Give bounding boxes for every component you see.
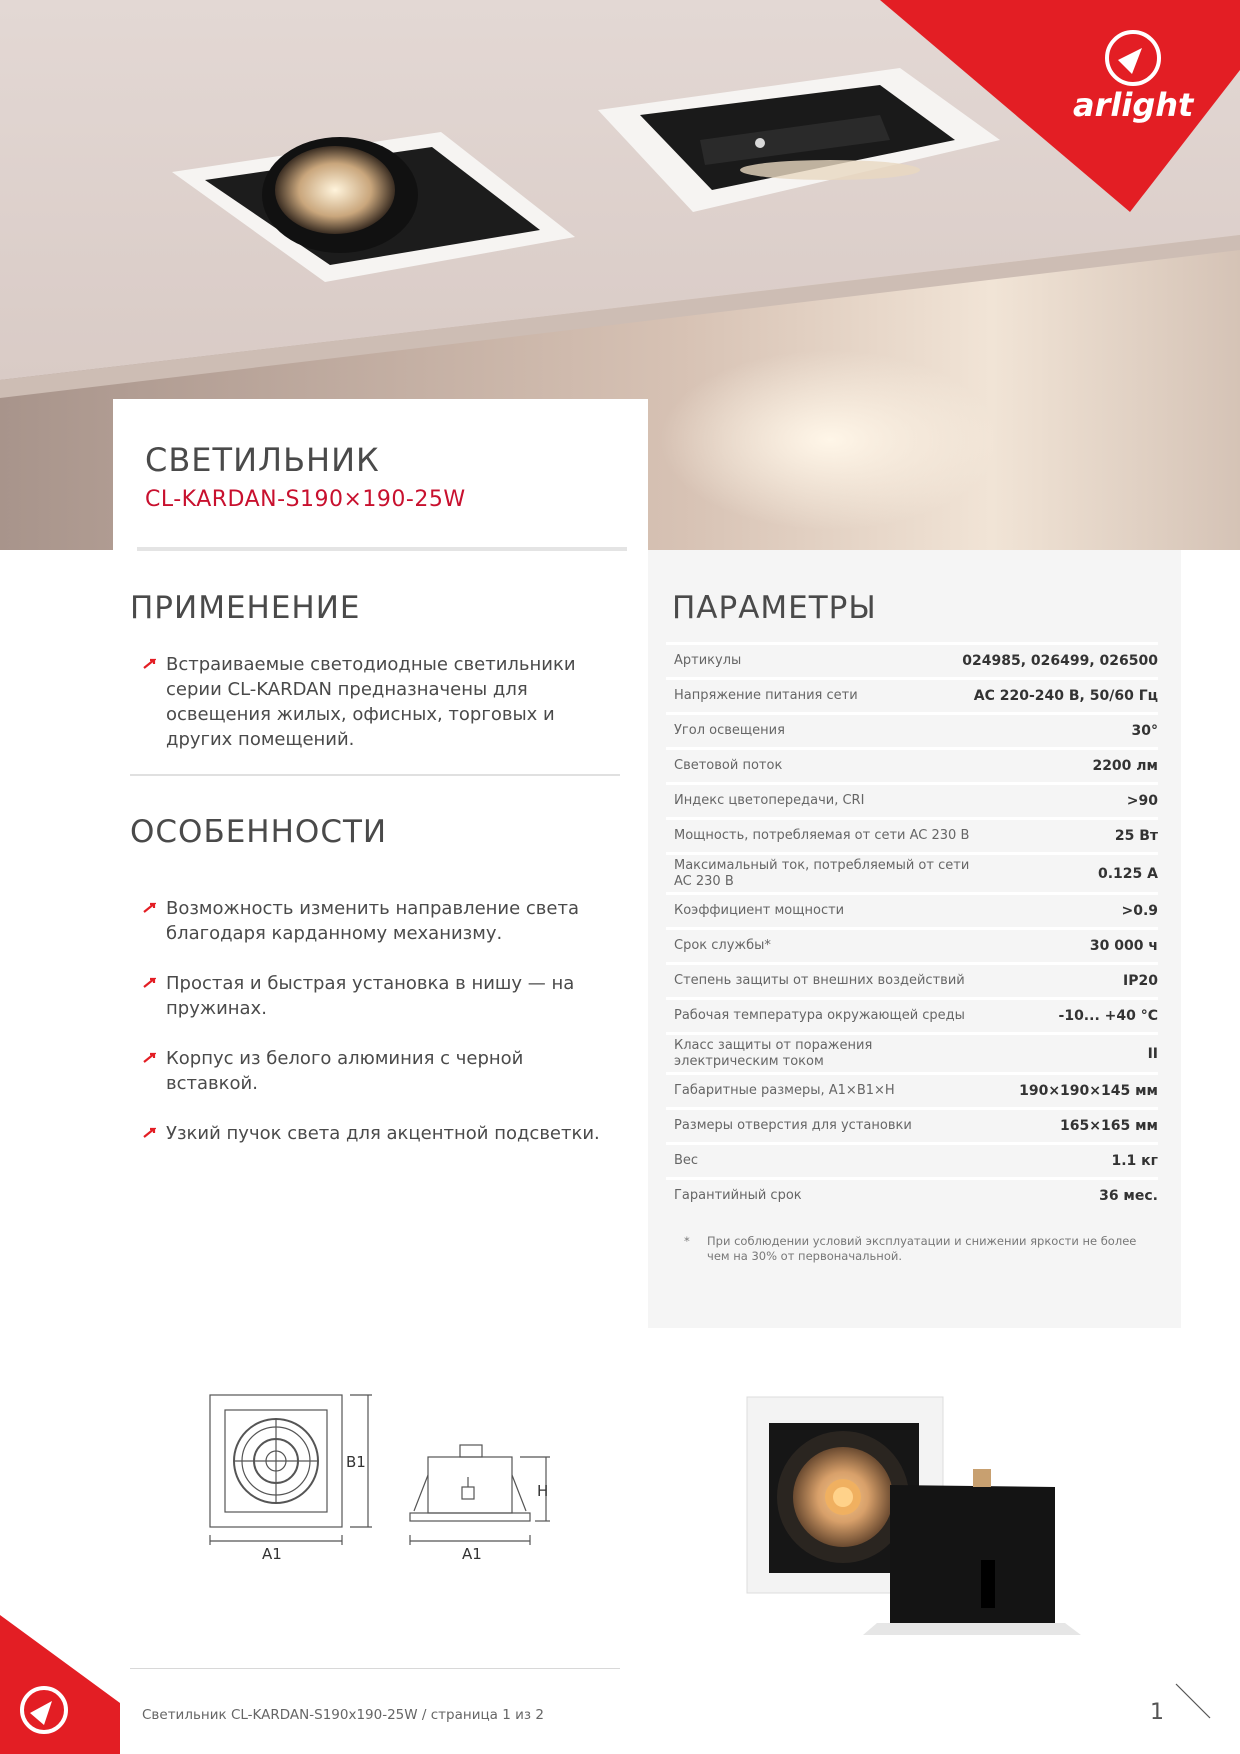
arrow-bullet-icon: [142, 900, 156, 914]
param-row: Гарантийный срок 36 мес.: [666, 1177, 1158, 1212]
param-row: Мощность, потребляемая от сети AC 230 В 25 Вт: [666, 817, 1158, 852]
application-heading: ПРИМЕНЕНИЕ: [130, 590, 361, 626]
footer-logo: [0, 1615, 120, 1754]
title-card: [113, 399, 648, 551]
dimension-drawing: [200, 1385, 570, 1560]
brand-wordmark: arlight: [1073, 86, 1194, 124]
feature-item: Возможность изменить направление света благодаря карданному механизму.: [130, 896, 620, 946]
footer-divider: [130, 1668, 620, 1669]
feature-item: Узкий пучок света для акцентной подсветки.: [130, 1121, 620, 1146]
drawing-label-b1: B1: [346, 1453, 366, 1471]
left-column: [130, 580, 620, 1146]
param-row: Коэффициент мощности >0.9: [666, 892, 1158, 927]
arrow-bullet-icon: [142, 1125, 156, 1139]
application-item: Встраиваемые светодиодные светильники серии CL-KARDAN предназначены для освещения жилых, офисных, торговых и других помещений.: [130, 652, 620, 752]
param-row: Степень защиты от внешних воздействий IP20: [666, 962, 1158, 997]
param-row: Артикулы 024985, 026499, 026500: [666, 642, 1158, 677]
application-list: [130, 652, 620, 752]
param-row: Напряжение питания сети AC 220-240 В, 50/60 Гц: [666, 677, 1158, 712]
param-row: Индекс цветопередачи, CRI >90: [666, 782, 1158, 817]
drawing-label-h: H: [537, 1482, 549, 1500]
page-slash-decoration: [1172, 1680, 1212, 1720]
drawing-label-side-a1: A1: [462, 1545, 482, 1560]
arrow-bullet-icon: [142, 1050, 156, 1064]
features-heading: ОСОБЕННОСТИ: [130, 814, 388, 850]
feature-item: Простая и быстрая установка в нишу — на пружинах.: [130, 971, 620, 1021]
section-divider: [130, 774, 620, 776]
param-row: Габаритные размеры, A1×B1×H 190×190×145 мм: [666, 1072, 1158, 1107]
page-number: 1: [1150, 1700, 1164, 1725]
footer-text: Светильник CL-KARDAN-S190x190-25W / страница 1 из 2: [142, 1707, 544, 1723]
param-row: Угол освещения 30°: [666, 712, 1158, 747]
param-row: Рабочая температура окружающей среды -10... +40 °C: [666, 997, 1158, 1032]
brand-logo: [880, 0, 1240, 212]
footnote: * При соблюдении условий эксплуатации и снижении яркости не более чем на 30% от первоначальной.: [684, 1234, 1137, 1263]
parameters-panel: [648, 550, 1181, 1328]
arrow-bullet-icon: [142, 975, 156, 989]
param-row: Световой поток 2200 лм: [666, 747, 1158, 782]
feature-item: Корпус из белого алюминия с черной вставкой.: [130, 1046, 620, 1096]
param-row: Срок службы* 30 000 ч: [666, 927, 1158, 962]
product-model: CL-KARDAN-S190×190-25W: [145, 487, 466, 512]
drawing-label-a1: A1: [262, 1545, 282, 1560]
product-photo: [745, 1395, 1085, 1635]
page-title: СВЕТИЛЬНИК: [145, 441, 380, 479]
param-row: Класс защиты от поражения электрическим током II: [666, 1032, 1158, 1072]
arrow-bullet-icon: [142, 656, 156, 670]
param-row: Размеры отверстия для установки 165×165 мм: [666, 1107, 1158, 1142]
param-row: Максимальный ток, потребляемый от сети AC 230 В 0.125 A: [666, 852, 1158, 892]
param-row: Вес 1.1 кг: [666, 1142, 1158, 1177]
features-list: [130, 896, 620, 1146]
parameters-table: [666, 642, 1158, 1212]
parameters-heading: ПАРАМЕТРЫ: [672, 590, 877, 626]
title-divider: [137, 547, 627, 551]
